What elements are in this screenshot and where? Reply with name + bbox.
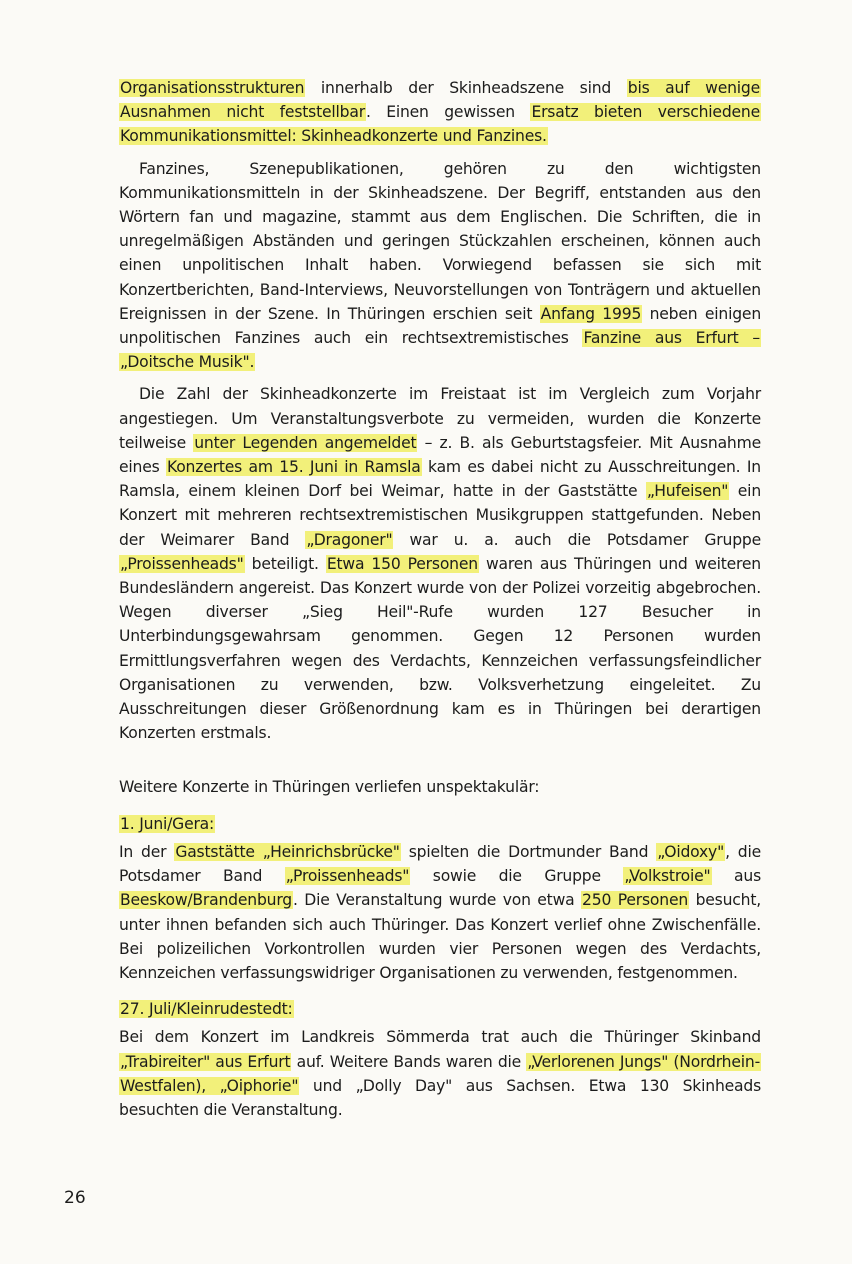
text-run: , die Potsdamer Band bbox=[119, 842, 762, 886]
text-run: Bei dem Konzert im Landkreis Sömmerda trat auch die Thüringer Skinband bbox=[119, 1028, 761, 1047]
text-run: – z. B. als Geburtstagsfeier. Mit Ausnahme eines bbox=[119, 433, 761, 477]
highlight: Organisationsstrukturen bbox=[120, 79, 305, 97]
highlight: 1. Juni/Gera: bbox=[120, 814, 215, 833]
paragraph-weitere: Weitere Konzerte in Thüringen verliefen unspektakulär: bbox=[119, 778, 540, 797]
section-heading-kleinrudestedt bbox=[119, 997, 761, 1021]
highlight: „Proissenheads" bbox=[285, 867, 410, 886]
text-run: waren aus Thüringen und weiteren Bundesländern angereist. Das Konzert wurde von der Polizei vorzeitig abgebrochen. Wegen diverser „Sieg Heil"-Rufe wurden 127 Besucher in Unterbindungsgewahrsam genommen. Gegen 12 Personen wurden Ermittlungsverfahren wegen des Verdachts, Kennzeichen verfassungsfeindlicher Organisationen zu verwenden, bzw. Volksverhetzung eingeleitet. Zu Ausschreitungen dieser Größenordnung kam es in Thüringen bei derartigen Konzerten erstmals. bbox=[119, 554, 761, 743]
paragraph-fanzines bbox=[119, 157, 761, 375]
page-number: 26 bbox=[64, 1188, 86, 1208]
paragraph-gera bbox=[119, 840, 761, 985]
text-run: spielten die Dortmunder Band bbox=[400, 842, 657, 861]
highlight: „Hufeisen" bbox=[646, 482, 729, 501]
text-run: ein Konzert mit mehreren rechtsextremistischen Musikgruppen stattgefunden. Neben der Weimarer Band bbox=[119, 482, 761, 549]
text-run: kam es dabei nicht zu Ausschreitungen. In Ramsla, einem kleinen Dorf bei Weimar, hatte in der Gaststätte bbox=[119, 458, 761, 501]
highlight: Etwa 150 Personen bbox=[326, 554, 478, 573]
highlight: Beeskow/Brandenburg bbox=[120, 891, 292, 910]
text-run: beteiligt. bbox=[244, 554, 326, 573]
text-run: . Die Veranstaltung wurde von etwa bbox=[292, 891, 582, 910]
highlight: 27. Juli/Kleinrudestedt: bbox=[120, 1000, 293, 1019]
text-run: . Einen gewissen bbox=[365, 103, 531, 122]
highlight: Konzertes am 15. Juni in Ramsla bbox=[166, 458, 421, 477]
highlight: „Proissenheads" bbox=[120, 554, 244, 573]
highlight: unter Legenden angemeldet bbox=[194, 433, 417, 452]
text-run: auf. Weitere Bands waren die bbox=[291, 1052, 527, 1071]
text-run: war u. a. auch die Potsdamer Gruppe bbox=[393, 530, 761, 549]
highlight: „Volkstroie" bbox=[624, 867, 711, 886]
highlight: bis auf wenige Ausnahmen nicht feststellbar bbox=[120, 79, 761, 122]
text-run: Fanzines, Szenepublikationen, gehören zu den wichtigsten Kommunikationsmitteln in der Skinheadszene. Der Begriff, entstanden aus den Wörtern fan und magazine, stammt aus dem Englischen. Die Schriften, die in unregelmäßigen Abständen und geringen Stückzahlen erscheinen, können auch einen unpolitischen Inhalt haben. Vorwiegend befassen sie sich mit Konzertberichten, Band-Interviews, Neuvorstellungen von Tonträgern und aktuellen Ereignissen in der Szene. In Thüringen erschien seit bbox=[119, 159, 761, 323]
paragraph-intro bbox=[119, 76, 761, 149]
highlight: Ersatz bieten verschiedene Kommunikationsmittel: Skinheadkonzerte und Fanzines. bbox=[120, 103, 760, 146]
section-heading-gera bbox=[119, 812, 761, 836]
highlight: „Verlorenen Jungs" (Nordrhein-Westfalen), „Oiphorie" bbox=[120, 1052, 760, 1095]
highlight: 250 Personen bbox=[582, 891, 689, 910]
highlight: Fanzine aus Erfurt – „Doitsche Musik". bbox=[120, 329, 760, 372]
text-run: Die Zahl der Skinheadkonzerte im Freistaat ist im Vergleich zum Vorjahr angestiegen. Um Veranstaltungsverbote zu vermeiden, wurden die Konzerte teilweise bbox=[119, 385, 761, 452]
highlight: Gaststätte „Heinrichsbrücke" bbox=[175, 842, 400, 861]
paragraph-kleinrudestedt bbox=[119, 1025, 761, 1122]
text-run: aus bbox=[711, 867, 761, 886]
text-run: neben einigen unpolitischen Fanzines auch ein rechtsextremistisches bbox=[119, 304, 761, 348]
text-run: besucht, unter ihnen befanden sich auch Thüringer. Das Konzert verlief ohne Zwischenfälle. Bei polizeilichen Vorkontrollen wurden vier Personen wegen des Verdachts, Kennzeichen verfassungswidriger Organisationen zu verwenden, festgenommen. bbox=[119, 891, 761, 982]
highlight: Anfang 1995 bbox=[540, 304, 642, 323]
text-run: sowie die Gruppe bbox=[410, 867, 624, 886]
text-run: In der bbox=[119, 842, 175, 861]
highlight: „Dragoner" bbox=[306, 530, 393, 549]
text-run: innerhalb der Skinheadszene sind bbox=[305, 79, 627, 97]
text-run: und „Dolly Day" aus Sachsen. Etwa 130 Skinheads besuchten die Veranstaltung. bbox=[119, 1076, 762, 1119]
text-column bbox=[119, 76, 761, 1130]
highlight: „Trabireiter" aus Erfurt bbox=[120, 1052, 291, 1071]
paragraph-konzerte bbox=[119, 382, 761, 745]
spacer bbox=[119, 753, 761, 775]
highlight: „Oidoxy" bbox=[657, 842, 725, 861]
